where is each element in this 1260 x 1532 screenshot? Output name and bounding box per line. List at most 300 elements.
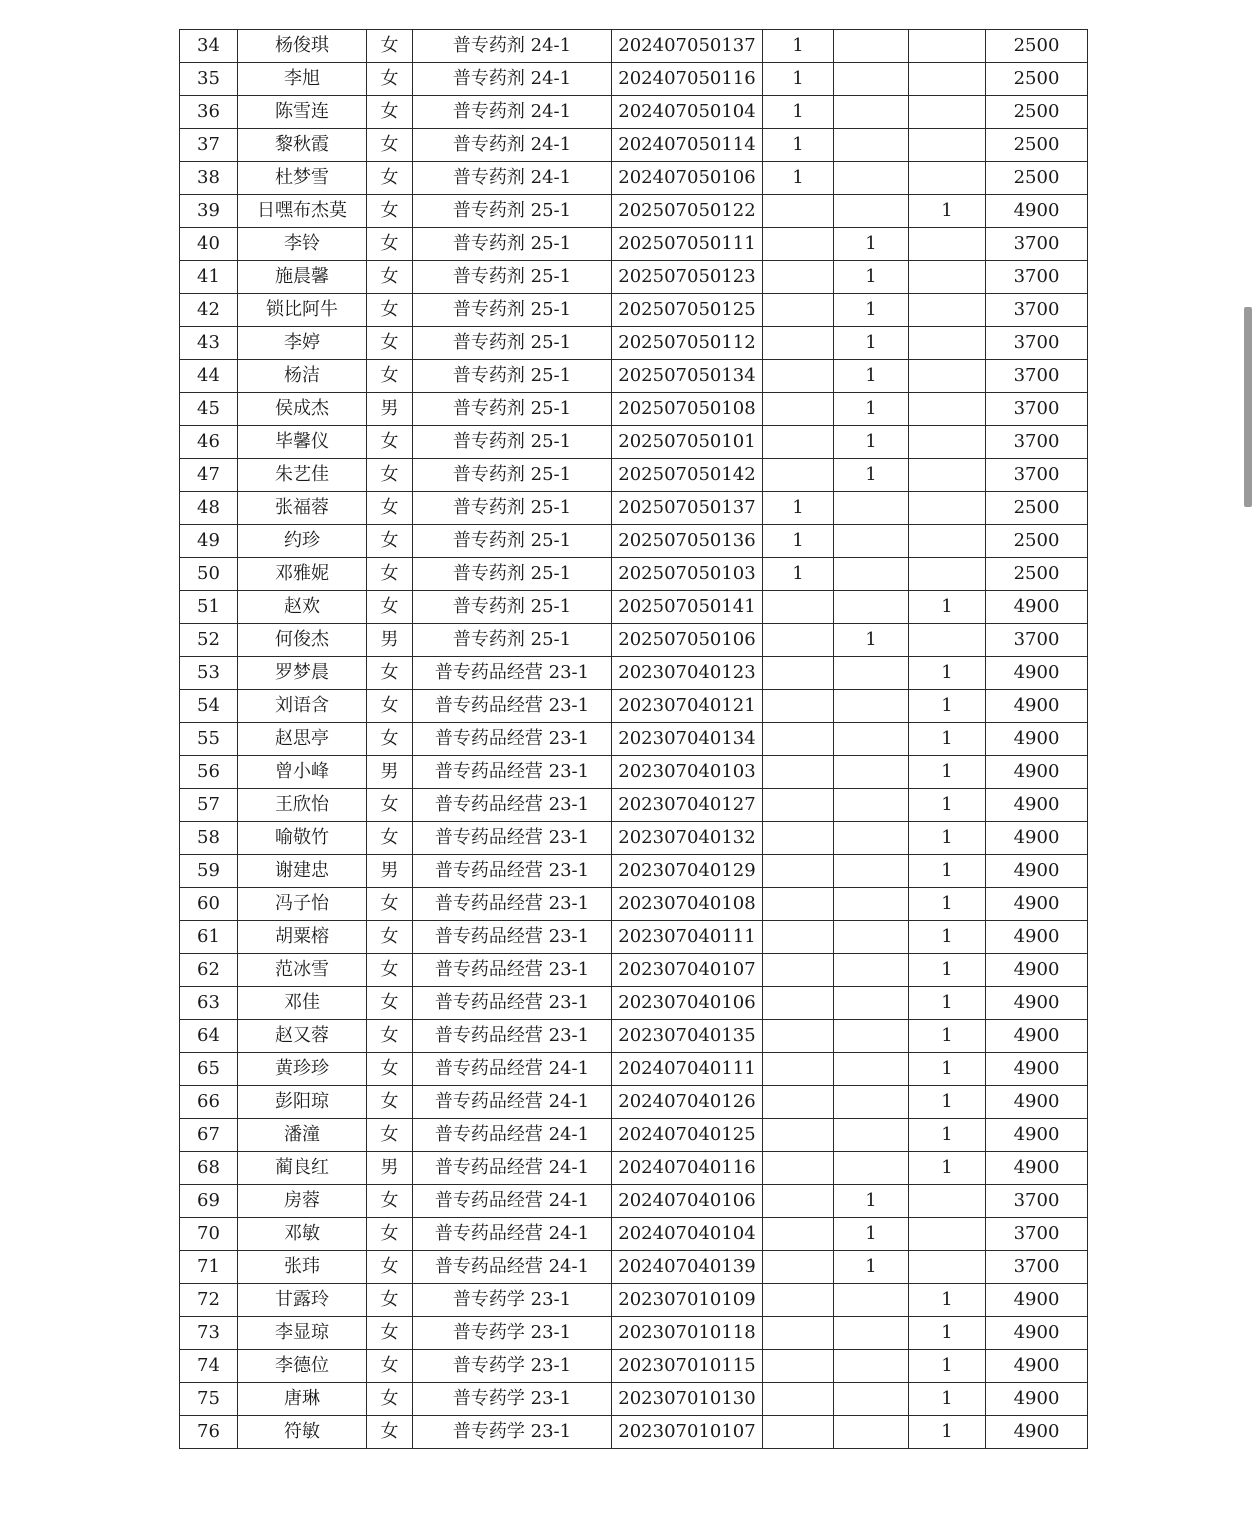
student-id-cell: 202307010118: [612, 1317, 763, 1350]
student-name-cell: 李婷: [238, 327, 367, 360]
class-name-cell: 普专药品经营 24-1: [413, 1185, 612, 1218]
tier-3-mark-cell: 1: [909, 1416, 986, 1449]
table-row: [180, 129, 1088, 162]
class-name-cell: 普专药剂 25-1: [413, 327, 612, 360]
table-row: [180, 1251, 1088, 1284]
amount-cell: 3700: [986, 624, 1088, 657]
tier-2-mark-cell: [834, 921, 909, 954]
student-id-cell: 202307010115: [612, 1350, 763, 1383]
gender-cell: 女: [367, 63, 413, 96]
tier-3-mark-cell: 1: [909, 1383, 986, 1416]
table-row: [180, 1416, 1088, 1449]
amount-cell: 3700: [986, 228, 1088, 261]
row-number-cell: 68: [180, 1152, 238, 1185]
amount-cell: 3700: [986, 1251, 1088, 1284]
tier-2-mark-cell: [834, 129, 909, 162]
table-row: [180, 426, 1088, 459]
gender-cell: 女: [367, 1284, 413, 1317]
student-table: [179, 29, 1088, 1449]
class-name-cell: 普专药品经营 24-1: [413, 1218, 612, 1251]
tier-3-mark-cell: [909, 327, 986, 360]
row-number-cell: 46: [180, 426, 238, 459]
row-number-cell: 51: [180, 591, 238, 624]
tier-1-mark-cell: [763, 690, 834, 723]
tier-1-mark-cell: [763, 822, 834, 855]
row-number-cell: 54: [180, 690, 238, 723]
class-name-cell: 普专药品经营 23-1: [413, 888, 612, 921]
amount-cell: 2500: [986, 63, 1088, 96]
table-row: [180, 756, 1088, 789]
row-number-cell: 57: [180, 789, 238, 822]
student-id-cell: 202507050137: [612, 492, 763, 525]
gender-cell: 女: [367, 492, 413, 525]
amount-cell: 4900: [986, 723, 1088, 756]
table-row: [180, 657, 1088, 690]
tier-3-mark-cell: 1: [909, 1053, 986, 1086]
class-name-cell: 普专药品经营 23-1: [413, 855, 612, 888]
student-id-cell: 202507050111: [612, 228, 763, 261]
table-row: [180, 591, 1088, 624]
row-number-cell: 65: [180, 1053, 238, 1086]
row-number-cell: 37: [180, 129, 238, 162]
amount-cell: 4900: [986, 888, 1088, 921]
tier-1-mark-cell: [763, 1383, 834, 1416]
amount-cell: 4900: [986, 822, 1088, 855]
tier-2-mark-cell: [834, 525, 909, 558]
student-id-cell: 202307040123: [612, 657, 763, 690]
tier-1-mark-cell: 1: [763, 492, 834, 525]
tier-2-mark-cell: [834, 756, 909, 789]
row-number-cell: 70: [180, 1218, 238, 1251]
row-number-cell: 40: [180, 228, 238, 261]
tier-1-mark-cell: [763, 1317, 834, 1350]
class-name-cell: 普专药剂 25-1: [413, 525, 612, 558]
student-name-cell: 杨俊琪: [238, 30, 367, 63]
amount-cell: 2500: [986, 129, 1088, 162]
student-name-cell: 房蓉: [238, 1185, 367, 1218]
class-name-cell: 普专药品经营 23-1: [413, 987, 612, 1020]
table-row: [180, 261, 1088, 294]
row-number-cell: 62: [180, 954, 238, 987]
amount-cell: 4900: [986, 1086, 1088, 1119]
table-row: [180, 1284, 1088, 1317]
amount-cell: 3700: [986, 1185, 1088, 1218]
student-name-cell: 谢建忠: [238, 855, 367, 888]
tier-2-mark-cell: 1: [834, 393, 909, 426]
student-id-cell: 202507050123: [612, 261, 763, 294]
gender-cell: 女: [367, 1119, 413, 1152]
tier-2-mark-cell: 1: [834, 228, 909, 261]
row-number-cell: 60: [180, 888, 238, 921]
tier-2-mark-cell: 1: [834, 1185, 909, 1218]
student-id-cell: 202507050142: [612, 459, 763, 492]
student-id-cell: 202307040127: [612, 789, 763, 822]
table-row: [180, 1383, 1088, 1416]
tier-3-mark-cell: [909, 228, 986, 261]
tier-2-mark-cell: 1: [834, 426, 909, 459]
student-name-cell: 唐琳: [238, 1383, 367, 1416]
amount-cell: 4900: [986, 195, 1088, 228]
tier-3-mark-cell: 1: [909, 723, 986, 756]
amount-cell: 3700: [986, 294, 1088, 327]
table-row: [180, 822, 1088, 855]
tier-1-mark-cell: 1: [763, 96, 834, 129]
amount-cell: 4900: [986, 855, 1088, 888]
tier-2-mark-cell: [834, 96, 909, 129]
student-name-cell: 日嘿布杰莫: [238, 195, 367, 228]
tier-2-mark-cell: 1: [834, 1251, 909, 1284]
tier-3-mark-cell: [909, 558, 986, 591]
tier-1-mark-cell: [763, 195, 834, 228]
student-id-cell: 202407040125: [612, 1119, 763, 1152]
table-row: [180, 1053, 1088, 1086]
row-number-cell: 55: [180, 723, 238, 756]
row-number-cell: 66: [180, 1086, 238, 1119]
table-row: [180, 1185, 1088, 1218]
gender-cell: 男: [367, 393, 413, 426]
tier-3-mark-cell: [909, 162, 986, 195]
amount-cell: 4900: [986, 657, 1088, 690]
table-row: [180, 1317, 1088, 1350]
tier-3-mark-cell: [909, 1185, 986, 1218]
student-name-cell: 张福蓉: [238, 492, 367, 525]
tier-2-mark-cell: [834, 1416, 909, 1449]
tier-3-mark-cell: [909, 426, 986, 459]
amount-cell: 3700: [986, 1218, 1088, 1251]
table-row: [180, 327, 1088, 360]
student-id-cell: 202307040134: [612, 723, 763, 756]
student-id-cell: 202307010130: [612, 1383, 763, 1416]
student-name-cell: 曾小峰: [238, 756, 367, 789]
student-id-cell: 202407040106: [612, 1185, 763, 1218]
class-name-cell: 普专药剂 25-1: [413, 624, 612, 657]
class-name-cell: 普专药剂 25-1: [413, 261, 612, 294]
table-row: [180, 723, 1088, 756]
student-id-cell: 202307040132: [612, 822, 763, 855]
row-number-cell: 35: [180, 63, 238, 96]
student-name-cell: 侯成杰: [238, 393, 367, 426]
amount-cell: 4900: [986, 1416, 1088, 1449]
tier-3-mark-cell: [909, 261, 986, 294]
class-name-cell: 普专药品经营 23-1: [413, 954, 612, 987]
student-name-cell: 锁比阿牛: [238, 294, 367, 327]
student-name-cell: 李铃: [238, 228, 367, 261]
tier-2-mark-cell: [834, 558, 909, 591]
class-name-cell: 普专药品经营 23-1: [413, 657, 612, 690]
class-name-cell: 普专药剂 24-1: [413, 162, 612, 195]
amount-cell: 3700: [986, 459, 1088, 492]
class-name-cell: 普专药品经营 23-1: [413, 723, 612, 756]
table-row: [180, 459, 1088, 492]
tier-2-mark-cell: [834, 63, 909, 96]
row-number-cell: 44: [180, 360, 238, 393]
class-name-cell: 普专药剂 25-1: [413, 393, 612, 426]
class-name-cell: 普专药剂 25-1: [413, 195, 612, 228]
table-row: [180, 162, 1088, 195]
tier-2-mark-cell: [834, 657, 909, 690]
student-id-cell: 202507050134: [612, 360, 763, 393]
tier-3-mark-cell: [909, 129, 986, 162]
tier-2-mark-cell: [834, 1053, 909, 1086]
tier-2-mark-cell: [834, 822, 909, 855]
row-number-cell: 50: [180, 558, 238, 591]
gender-cell: 女: [367, 1218, 413, 1251]
tier-3-mark-cell: 1: [909, 921, 986, 954]
table-row: [180, 1020, 1088, 1053]
gender-cell: 男: [367, 1152, 413, 1185]
gender-cell: 女: [367, 591, 413, 624]
student-name-cell: 黎秋霞: [238, 129, 367, 162]
row-number-cell: 49: [180, 525, 238, 558]
tier-2-mark-cell: [834, 591, 909, 624]
amount-cell: 4900: [986, 591, 1088, 624]
class-name-cell: 普专药剂 25-1: [413, 558, 612, 591]
table-row: [180, 921, 1088, 954]
tier-3-mark-cell: 1: [909, 195, 986, 228]
tier-2-mark-cell: [834, 1152, 909, 1185]
tier-3-mark-cell: [909, 393, 986, 426]
student-name-cell: 赵思亭: [238, 723, 367, 756]
row-number-cell: 42: [180, 294, 238, 327]
table-row: [180, 987, 1088, 1020]
tier-2-mark-cell: 1: [834, 360, 909, 393]
tier-2-mark-cell: 1: [834, 624, 909, 657]
tier-1-mark-cell: 1: [763, 63, 834, 96]
tier-3-mark-cell: 1: [909, 1317, 986, 1350]
tier-1-mark-cell: [763, 987, 834, 1020]
amount-cell: 2500: [986, 30, 1088, 63]
student-id-cell: 202507050112: [612, 327, 763, 360]
class-name-cell: 普专药品经营 23-1: [413, 756, 612, 789]
student-name-cell: 邓敏: [238, 1218, 367, 1251]
table-row: [180, 1119, 1088, 1152]
tier-3-mark-cell: [909, 624, 986, 657]
tier-1-mark-cell: [763, 789, 834, 822]
tier-3-mark-cell: 1: [909, 591, 986, 624]
tier-1-mark-cell: [763, 723, 834, 756]
gender-cell: 女: [367, 888, 413, 921]
amount-cell: 3700: [986, 360, 1088, 393]
gender-cell: 女: [367, 294, 413, 327]
tier-2-mark-cell: 1: [834, 1218, 909, 1251]
gender-cell: 女: [367, 426, 413, 459]
tier-1-mark-cell: [763, 1416, 834, 1449]
tier-3-mark-cell: [909, 294, 986, 327]
student-name-cell: 符敏: [238, 1416, 367, 1449]
student-id-cell: 202507050122: [612, 195, 763, 228]
tier-3-mark-cell: [909, 459, 986, 492]
student-name-cell: 王欣怡: [238, 789, 367, 822]
gender-cell: 女: [367, 921, 413, 954]
class-name-cell: 普专药学 23-1: [413, 1383, 612, 1416]
tier-1-mark-cell: [763, 1053, 834, 1086]
student-name-cell: 施晨馨: [238, 261, 367, 294]
tier-2-mark-cell: [834, 162, 909, 195]
row-number-cell: 59: [180, 855, 238, 888]
gender-cell: 女: [367, 954, 413, 987]
tier-1-mark-cell: [763, 657, 834, 690]
student-name-cell: 邓佳: [238, 987, 367, 1020]
student-name-cell: 李旭: [238, 63, 367, 96]
student-id-cell: 202307040106: [612, 987, 763, 1020]
student-id-cell: 202507050125: [612, 294, 763, 327]
gender-cell: 女: [367, 987, 413, 1020]
class-name-cell: 普专药剂 24-1: [413, 96, 612, 129]
tier-2-mark-cell: [834, 723, 909, 756]
class-name-cell: 普专药学 23-1: [413, 1284, 612, 1317]
tier-2-mark-cell: [834, 1383, 909, 1416]
tier-2-mark-cell: [834, 1086, 909, 1119]
tier-1-mark-cell: [763, 1185, 834, 1218]
row-number-cell: 48: [180, 492, 238, 525]
table-row: [180, 888, 1088, 921]
student-id-cell: 202407050114: [612, 129, 763, 162]
class-name-cell: 普专药品经营 23-1: [413, 690, 612, 723]
tier-3-mark-cell: 1: [909, 690, 986, 723]
tier-1-mark-cell: [763, 1218, 834, 1251]
gender-cell: 女: [367, 327, 413, 360]
student-id-cell: 202407040111: [612, 1053, 763, 1086]
tier-3-mark-cell: 1: [909, 1284, 986, 1317]
amount-cell: 4900: [986, 1053, 1088, 1086]
tier-2-mark-cell: [834, 492, 909, 525]
class-name-cell: 普专药学 23-1: [413, 1416, 612, 1449]
tier-3-mark-cell: 1: [909, 954, 986, 987]
tier-1-mark-cell: [763, 1152, 834, 1185]
student-name-cell: 毕馨仪: [238, 426, 367, 459]
amount-cell: 4900: [986, 1020, 1088, 1053]
table-row: [180, 855, 1088, 888]
tier-2-mark-cell: 1: [834, 294, 909, 327]
student-name-cell: 赵又蓉: [238, 1020, 367, 1053]
tier-2-mark-cell: [834, 888, 909, 921]
gender-cell: 女: [367, 525, 413, 558]
table-row: [180, 63, 1088, 96]
gender-cell: 女: [367, 1053, 413, 1086]
student-id-cell: 202407040116: [612, 1152, 763, 1185]
student-name-cell: 喻敬竹: [238, 822, 367, 855]
class-name-cell: 普专药学 23-1: [413, 1317, 612, 1350]
tier-1-mark-cell: [763, 327, 834, 360]
tier-1-mark-cell: [763, 228, 834, 261]
student-name-cell: 杜梦雪: [238, 162, 367, 195]
tier-1-mark-cell: [763, 261, 834, 294]
gender-cell: 男: [367, 855, 413, 888]
table-row: [180, 1152, 1088, 1185]
tier-3-mark-cell: [909, 1251, 986, 1284]
class-name-cell: 普专药品经营 24-1: [413, 1053, 612, 1086]
tier-1-mark-cell: 1: [763, 558, 834, 591]
tier-1-mark-cell: [763, 1350, 834, 1383]
amount-cell: 2500: [986, 162, 1088, 195]
student-name-cell: 何俊杰: [238, 624, 367, 657]
tier-2-mark-cell: [834, 690, 909, 723]
student-id-cell: 202407050104: [612, 96, 763, 129]
student-name-cell: 范冰雪: [238, 954, 367, 987]
row-number-cell: 67: [180, 1119, 238, 1152]
gender-cell: 女: [367, 1251, 413, 1284]
student-name-cell: 潘潼: [238, 1119, 367, 1152]
gender-cell: 女: [367, 360, 413, 393]
class-name-cell: 普专药品经营 23-1: [413, 822, 612, 855]
amount-cell: 2500: [986, 492, 1088, 525]
amount-cell: 4900: [986, 1350, 1088, 1383]
tier-2-mark-cell: [834, 1317, 909, 1350]
tier-1-mark-cell: 1: [763, 129, 834, 162]
row-number-cell: 64: [180, 1020, 238, 1053]
gender-cell: 女: [367, 1317, 413, 1350]
table-row: [180, 492, 1088, 525]
row-number-cell: 69: [180, 1185, 238, 1218]
amount-cell: 4900: [986, 1284, 1088, 1317]
gender-cell: 女: [367, 1020, 413, 1053]
student-name-cell: 冯子怡: [238, 888, 367, 921]
student-id-cell: 202407050106: [612, 162, 763, 195]
tier-3-mark-cell: 1: [909, 1119, 986, 1152]
student-name-cell: 朱艺佳: [238, 459, 367, 492]
tier-1-mark-cell: [763, 756, 834, 789]
student-name-cell: 邓雅妮: [238, 558, 367, 591]
gender-cell: 女: [367, 1350, 413, 1383]
table-row: [180, 558, 1088, 591]
gender-cell: 女: [367, 1086, 413, 1119]
tier-2-mark-cell: [834, 855, 909, 888]
class-name-cell: 普专药剂 25-1: [413, 459, 612, 492]
row-number-cell: 38: [180, 162, 238, 195]
amount-cell: 2500: [986, 558, 1088, 591]
tier-1-mark-cell: [763, 1284, 834, 1317]
student-id-cell: 202307040135: [612, 1020, 763, 1053]
tier-1-mark-cell: [763, 591, 834, 624]
student-name-cell: 蔺良红: [238, 1152, 367, 1185]
tier-1-mark-cell: [763, 1119, 834, 1152]
tier-1-mark-cell: [763, 426, 834, 459]
table-row: [180, 1086, 1088, 1119]
student-id-cell: 202407050137: [612, 30, 763, 63]
gender-cell: 男: [367, 624, 413, 657]
amount-cell: 3700: [986, 426, 1088, 459]
gender-cell: 女: [367, 657, 413, 690]
table-row: [180, 195, 1088, 228]
gender-cell: 女: [367, 30, 413, 63]
gender-cell: 男: [367, 756, 413, 789]
student-name-cell: 黄珍珍: [238, 1053, 367, 1086]
student-id-cell: 202507050141: [612, 591, 763, 624]
gender-cell: 女: [367, 558, 413, 591]
student-id-cell: 202307040107: [612, 954, 763, 987]
student-id-cell: 202307040121: [612, 690, 763, 723]
gender-cell: 女: [367, 228, 413, 261]
row-number-cell: 71: [180, 1251, 238, 1284]
tier-1-mark-cell: [763, 1020, 834, 1053]
table-row: [180, 690, 1088, 723]
row-number-cell: 34: [180, 30, 238, 63]
student-id-cell: 202407050116: [612, 63, 763, 96]
student-id-cell: 202307040111: [612, 921, 763, 954]
student-id-cell: 202307040129: [612, 855, 763, 888]
student-id-cell: 202507050103: [612, 558, 763, 591]
row-number-cell: 52: [180, 624, 238, 657]
class-name-cell: 普专药剂 25-1: [413, 294, 612, 327]
class-name-cell: 普专药品经营 23-1: [413, 789, 612, 822]
gender-cell: 女: [367, 1416, 413, 1449]
tier-3-mark-cell: [909, 30, 986, 63]
class-name-cell: 普专药品经营 24-1: [413, 1251, 612, 1284]
tier-2-mark-cell: [834, 195, 909, 228]
amount-cell: 2500: [986, 96, 1088, 129]
row-number-cell: 76: [180, 1416, 238, 1449]
student-id-cell: 202307010107: [612, 1416, 763, 1449]
